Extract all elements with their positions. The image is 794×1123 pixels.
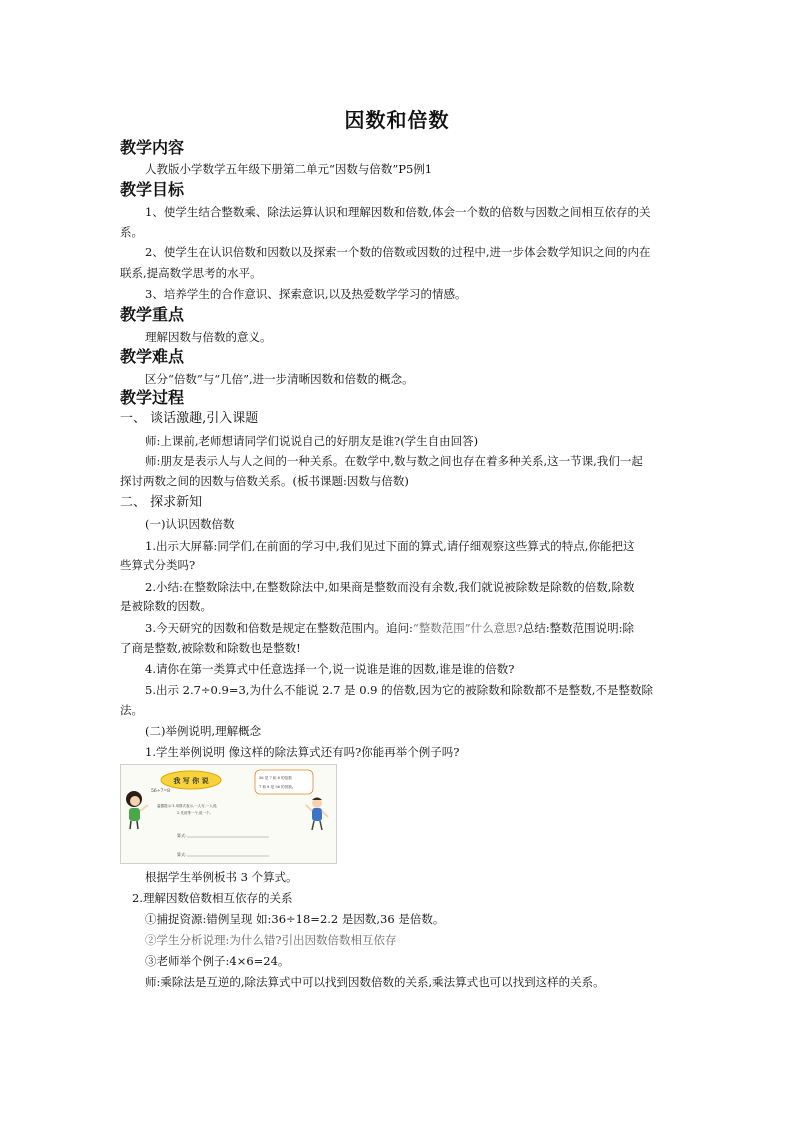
banner-text: 我 写 你 说 — [173, 776, 209, 785]
example-illustration — [120, 764, 337, 864]
goal-1-line-2: 系。 — [120, 225, 143, 239]
field-label-2: 算式: — [177, 852, 187, 857]
item-3-line-2: 了商是整数,被除数和除数也是整数! — [120, 641, 301, 655]
sub-1-heading: (一)认识因数倍数 — [145, 517, 235, 531]
goal-2-line-2: 联系,提高数学思考的水平。 — [120, 266, 262, 280]
item-1-line-2: 些算式分类吗? — [120, 558, 196, 572]
part-1-heading: 一、 谈话激趣,引入课题 — [120, 411, 259, 426]
case-2: ②学生分析说理:为什么错?引出因数倍数相互依存 — [145, 933, 397, 947]
heading-content: 教学内容 — [120, 138, 185, 157]
content-line: 人教版小学数学五年级下册第二单元“因数与倍数”P5例1 — [145, 162, 433, 176]
item-3-line-1 — [145, 620, 634, 636]
closing-line: 师:乘除法是互逆的,除法算式中可以找到因数倍数的关系,乘法算式也可以找到这样的关系。 — [145, 975, 605, 989]
equation-label: 56÷7=8 — [151, 789, 170, 794]
item-3-part-a: 3.今天研究的因数和倍数是规定在整数范围内。追问: — [145, 621, 413, 635]
page-title: 因数和倍数 — [344, 108, 450, 132]
case-3: ③老师举个例子:4×6=24。 — [145, 954, 290, 968]
sub-2-heading: (二)举例说明,理解概念 — [145, 724, 262, 738]
after-figure-line: 根据学生举例板书 3 个算式。 — [145, 870, 298, 884]
heading-difficulty: 教学难点 — [120, 347, 185, 366]
requirement-1: 温馨提示:1.用算式表示,一人写,一人说; — [157, 804, 218, 808]
key-line: 理解因数与倍数的意义。 — [145, 330, 272, 344]
field-label-1: 算式: — [177, 833, 187, 838]
case-1: ①捕捉资源:错例呈现 如:36÷18=2.2 是因数,36 是倍数。 — [145, 912, 445, 926]
heading-key: 教学重点 — [120, 305, 185, 324]
bubble-line-2: 7 和 8 是 56 的因数。 — [259, 785, 296, 789]
illustration-svg — [121, 765, 336, 863]
requirement-2: 2.先说等一个,说一个。 — [177, 811, 213, 815]
item-2-line-1: 2.小结:在整数除法中,在整数除法中,如果商是整数而没有余数,我们就说被除数是除数的倍数,除数 — [145, 580, 635, 594]
goal-1-line-1: 1、使学生结合整数乘、除法运算认识和理解因数和倍数,体会一个数的倍数与因数之间相互依存的关 — [145, 205, 651, 219]
item-5-line-1: 5.出示 2.7÷0.9=3,为什么不能说 2.7 是 0.9 的倍数,因为它的被除数和除数都不是整数,不是整数除 — [145, 683, 653, 697]
goal-2-line-1: 2、使学生在认识倍数和因数以及探索一个数的倍数或因数的过程中,进一步体会数学知识之间的内在 — [145, 245, 651, 259]
item-3-part-b: “整数范围”什么意思? — [412, 621, 523, 635]
speech-bubble — [255, 770, 313, 794]
heading-goals: 教学目标 — [120, 180, 185, 199]
banner — [161, 771, 221, 789]
bubble-line-1: 56 是 7 和 8 的倍数 — [259, 776, 292, 780]
example-2: 2.理解因数倍数相互依存的关系 — [132, 891, 293, 905]
example-1: 1.学生举例说明 像这样的除法算式还有吗?你能再举个例子吗? — [145, 745, 460, 759]
part-1-line-1: 师:上课前,老师想请同学们说说自己的好朋友是谁?(学生自由回答) — [145, 434, 479, 448]
difficulty-line: 区分“倍数”与“几倍”,进一步清晰因数和倍数的概念。 — [145, 372, 414, 386]
item-1-line-1: 1.出示大屏幕:同学们,在前面的学习中,我们见过下面的算式,请仔细观察这些算式的特点,你能把这 — [145, 539, 635, 553]
item-2-line-2: 是被除数的因数。 — [120, 599, 212, 613]
part-1-line-2b: 探讨两数之间的因数与倍数关系。(板书课题:因数与倍数) — [120, 474, 409, 488]
part-1-line-2a: 师:朋友是表示人与人之间的一种关系。在数学中,数与数之间也存在着多种关系,这一节课,我们一起 — [145, 454, 643, 468]
part-2-heading: 二、 探求新知 — [120, 495, 203, 510]
goal-3: 3、培养学生的合作意识、探索意识,以及热爱数学学习的情感。 — [145, 287, 467, 301]
item-4: 4.请你在第一类算式中任意选择一个,说一说谁是谁的因数,谁是谁的倍数? — [145, 662, 515, 676]
heading-process: 教学过程 — [120, 388, 185, 407]
item-5-line-2: 法。 — [120, 703, 143, 717]
item-3-part-c: 总结:整数范围说明:除 — [522, 621, 635, 635]
